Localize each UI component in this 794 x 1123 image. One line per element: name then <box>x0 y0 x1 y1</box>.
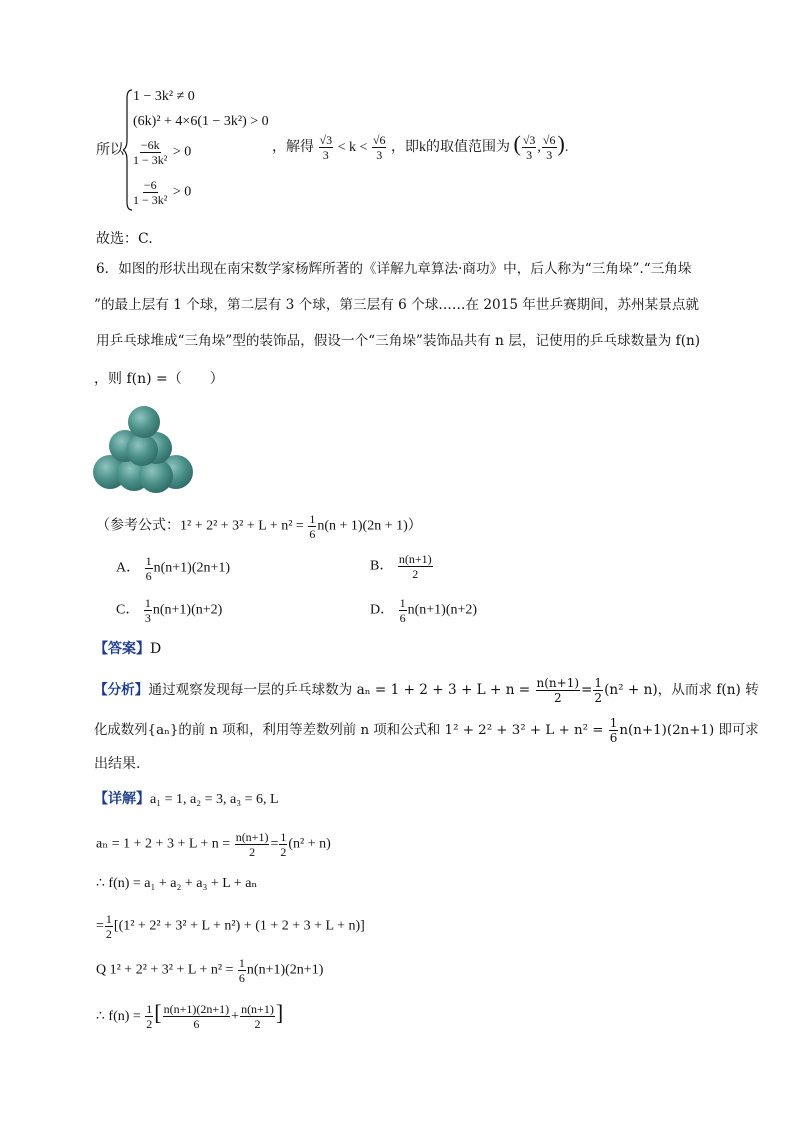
answer-line <box>94 642 161 656</box>
detail-l6-f-num: 1 <box>146 1002 153 1017</box>
analysis-l1-eq: = <box>581 682 593 698</box>
option-d-num: 1 <box>399 596 406 610</box>
answer-tag: 【答案】 <box>94 641 150 657</box>
detail-l6-a: ∴ f(n) = <box>96 1009 141 1024</box>
system-line-4 <box>131 178 191 207</box>
detail-line-1 <box>94 792 279 807</box>
end-dot: . <box>564 140 569 155</box>
choose-line: 故选：C. <box>96 231 153 247</box>
solve-result: ，解得 $\frac{√3}{3}$ < k < $\frac{√6}{3}$ ，即k的取值范围为 ( $\frac{√3}{3}$ , $\frac{√6}{3}$ ). <box>272 131 569 163</box>
detail-l4-b: [(1² + 2² + 3² + L + n²) + (1 + 2 + 3 + L + n)] <box>113 918 365 934</box>
option-a-num: 1 <box>145 554 152 568</box>
option-c-num: 1 <box>144 596 151 610</box>
option-b-label: B． <box>370 558 394 574</box>
detail-l4-eq: = <box>96 918 104 934</box>
system-line-3 <box>131 138 191 167</box>
ref-after: n(n + 1)(2n + 1)） <box>317 518 422 534</box>
option-d-den: 6 <box>399 611 406 625</box>
analysis-l1-f2-num: 1 <box>594 676 603 690</box>
ref-before: （参考公式：1² + 2² + 3² + L + n² = <box>96 518 304 534</box>
detail-l6-in1-num: n(n+1)(2n+1) <box>163 1002 230 1017</box>
reference-formula <box>96 512 422 541</box>
detail-tag: 【详解】 <box>94 791 150 807</box>
analysis-l2-f-den: 6 <box>609 731 618 745</box>
question-line-3: 用乒乓球堆成“三角垛”型的装饰品，假设一个“三角垛”装饰品共有 n 层，记使用的乒乓球数量为 f(n) <box>96 333 701 349</box>
system-line-1: 1 − 3k² ≠ 0 <box>133 89 195 104</box>
detail-l4-f-den: 2 <box>105 927 112 941</box>
option-b[interactable] <box>370 552 434 581</box>
detail-l2-f1-num: n(n+1) <box>235 830 269 844</box>
ineq-right-den: 3 <box>376 148 383 163</box>
option-c-den: 3 <box>144 611 151 625</box>
range-a-den: 3 <box>526 148 533 163</box>
detail-l2-b: (n² + n) <box>288 836 331 852</box>
analysis-l1-f1-den: 2 <box>553 691 562 705</box>
detail-l2-f1-den: 2 <box>249 845 256 859</box>
solve-text: ，解得 <box>272 140 314 155</box>
option-b-den: 2 <box>412 567 419 581</box>
analysis-l1-b: (n² + n)，从而求 f(n) 转 <box>604 682 759 698</box>
sys3-num: −6k <box>140 138 160 152</box>
sys4-tail: > 0 <box>172 184 192 200</box>
ineq-right-num: √6 <box>372 133 386 148</box>
so-label: 所以 <box>96 142 124 158</box>
detail-l4-f-num: 1 <box>105 912 112 926</box>
detail-l2-f2-den: 2 <box>280 845 287 859</box>
range-b-den: 3 <box>546 148 553 163</box>
detail-l6-in2-den: 2 <box>254 1017 261 1032</box>
system-line-2: (6k)² + 4×6(1 − 3k²) > 0 <box>133 114 269 129</box>
analysis-l1-f1-num: n(n+1) <box>536 676 580 690</box>
option-c[interactable] <box>116 596 222 625</box>
option-d-label: D． <box>370 602 395 618</box>
ball <box>126 434 158 466</box>
ineq-left-den: 3 <box>322 148 329 163</box>
detail-l2-a: aₙ = 1 + 2 + 3 + L + n = <box>96 836 231 852</box>
option-a-den: 6 <box>145 569 152 583</box>
range-a-num: √3 <box>522 133 536 148</box>
option-d-expr: n(n+1)(n+2) <box>407 602 478 618</box>
detail-line-2 <box>96 830 331 859</box>
sys3-den: 1 − 3k² <box>133 153 168 167</box>
option-d[interactable] <box>370 596 477 625</box>
question-line-4: ，则 f(n) =（ ） <box>94 371 224 387</box>
range-b-num: √6 <box>542 133 556 148</box>
triangular-pile-image <box>90 402 200 502</box>
option-a[interactable] <box>116 554 230 583</box>
detail-line-6: ∴ f(n) = $\frac{1}{2}$ [ $\frac{n(n+1)(2n+1)}{6}$ + $\frac{n(n+1)}{2}$ ] <box>96 1000 284 1032</box>
detail-l2-f2-num: 1 <box>280 830 287 844</box>
detail-l6-in1-den: 6 <box>193 1017 200 1032</box>
analysis-line-1 <box>94 676 759 705</box>
detail-l6-plus: + <box>231 1009 240 1024</box>
analysis-line-2 <box>94 716 759 745</box>
ref-frac-num: 1 <box>309 512 316 526</box>
detail-l2-eq: = <box>270 836 279 852</box>
question-line-1: 6．如图的形状出现在南宋数学家杨辉所著的《详解九章算法·商功》中，后人称为“三角垛”.“三角垛 <box>96 261 692 277</box>
detail-l5-a: Q 1² + 2² + 3² + L + n² = <box>96 962 234 978</box>
question-line-2: ”的最上层有 1 个球，第二层有 3 个球，第三层有 6 个球……在 2015 年世乒赛期间，苏州某景点就 <box>94 297 700 313</box>
option-c-expr: n(n+1)(n+2) <box>152 602 223 618</box>
option-c-label: C． <box>116 602 140 618</box>
sys3-tail: > 0 <box>172 144 192 160</box>
sys4-num: −6 <box>143 178 157 192</box>
answer-value: D <box>150 641 162 657</box>
analysis-line-3: 出结果. <box>94 756 141 772</box>
detail-line-3: ∴ f(n) = a₁ + a₂ + a₃ + L + aₙ <box>96 876 258 891</box>
detail-l1: a₁ = 1, a₂ = 3, a₃ = 6, L <box>150 792 279 807</box>
analysis-tag: 【分析】 <box>94 682 149 698</box>
ref-frac-den: 6 <box>309 527 316 541</box>
option-a-label: A． <box>116 560 141 576</box>
detail-l5-f-num: 1 <box>238 956 245 970</box>
ball <box>128 406 160 438</box>
sys4-den: 1 − 3k² <box>133 193 168 207</box>
ineq-left-num: √3 <box>319 133 333 148</box>
detail-l5-f-den: 6 <box>238 971 245 985</box>
analysis-l2-a: 化成数列{aₙ}的前 n 项和，利用等差数列前 n 项和公式和 1² + 2² + 3² + L + n² = <box>94 723 604 738</box>
analysis-l2-f-num: 1 <box>609 716 618 730</box>
range-text: ，即k的取值范围为 <box>390 140 510 155</box>
analysis-l1-f2-den: 2 <box>594 691 603 705</box>
detail-line-4 <box>96 912 365 941</box>
option-b-num: n(n+1) <box>398 552 432 566</box>
analysis-l1-a: 通过观察发现每一层的乒乓球数为 aₙ = 1 + 2 + 3 + L + n = <box>148 682 531 698</box>
ineq-mid: < k < <box>337 140 368 155</box>
detail-l6-in2-num: n(n+1) <box>241 1002 274 1017</box>
option-a-expr: n(n+1)(2n+1) <box>153 560 231 576</box>
detail-line-5 <box>96 956 323 985</box>
analysis-l2-b: n(n+1)(2n+1) 即可求 <box>619 723 759 738</box>
detail-l5-b: n(n+1)(2n+1) <box>246 962 324 978</box>
detail-l6-f-den: 2 <box>146 1017 153 1032</box>
